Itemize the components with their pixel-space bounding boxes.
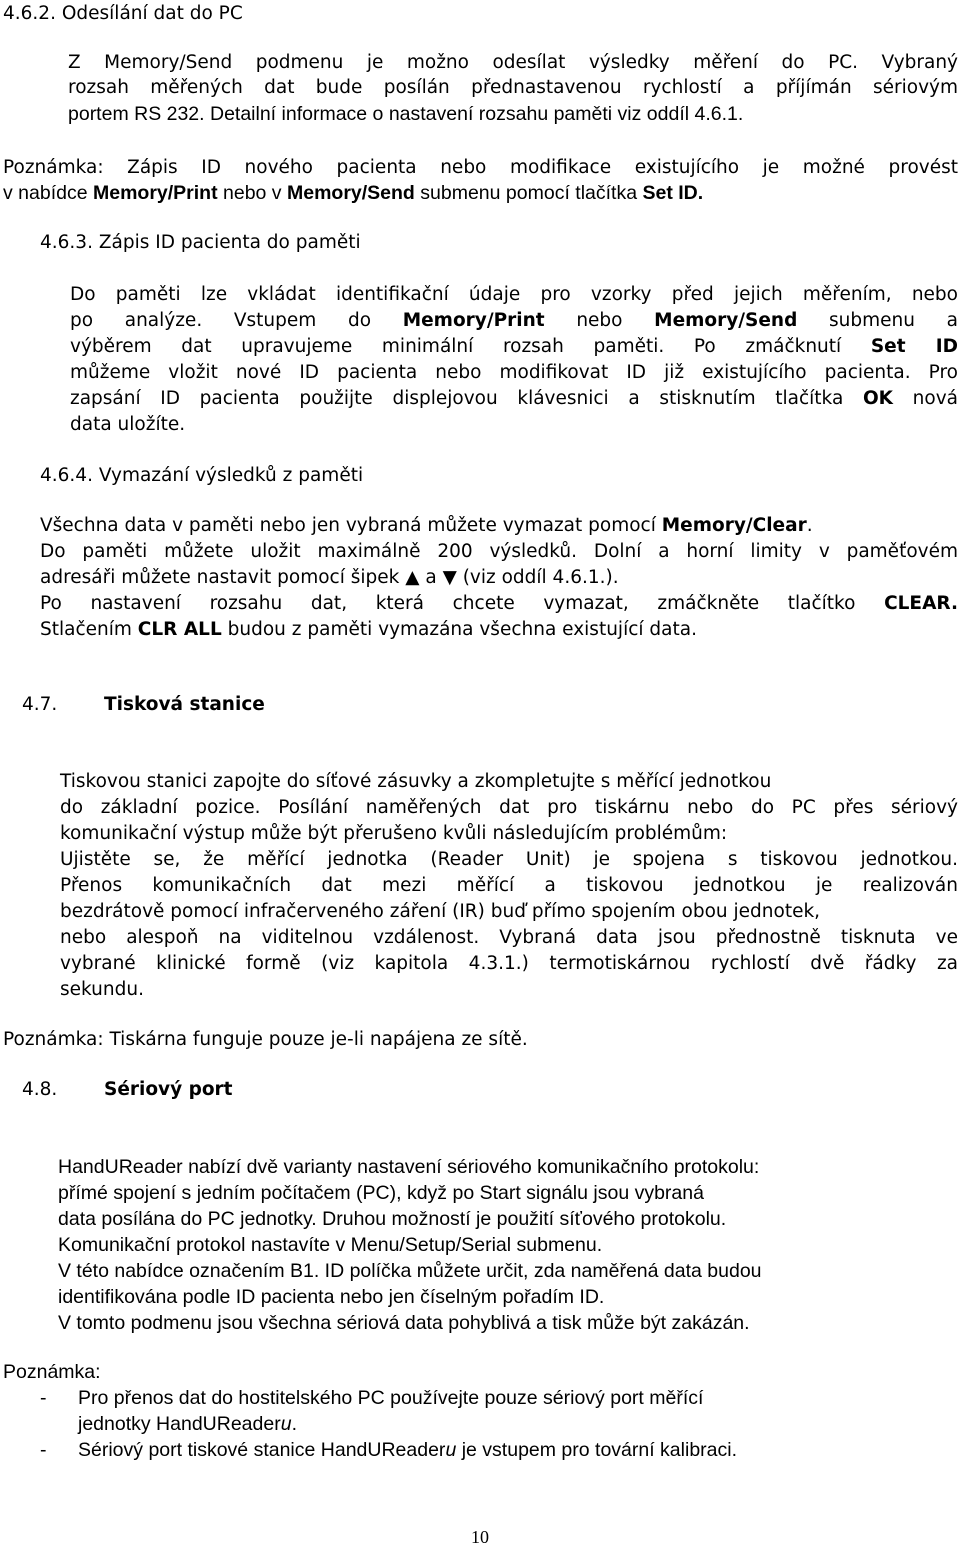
text: (viz oddíl 4.6.1.). [456, 567, 619, 588]
text: adresáři můžete nastavit pomocí šipek [40, 567, 406, 588]
text: zapsání ID pacienta použijte displejovou klávesnici a stisknutím tlačítka [70, 388, 863, 409]
text: jednotky HandUReader [78, 1413, 281, 1435]
paragraph-line [40, 514, 813, 538]
paragraph-line: Přenos komunikačních dat mezi měřící a tiskovou jednotkou je realizován [60, 875, 958, 896]
note-line [3, 181, 703, 205]
text-italic: u [445, 1439, 457, 1461]
text: po analýze. Vstupem do [70, 310, 403, 331]
note-label: Poznámka: [3, 1361, 101, 1383]
section-heading-4-6-3: 4.6.3. Zápis ID pacienta do paměti [40, 232, 361, 253]
paragraph-line: Z Memory/Send podmenu je možno odesílat výsledky měření do PC. Vybraný [68, 52, 958, 73]
note-text: nebo v [217, 182, 287, 204]
text: a [419, 567, 443, 588]
paragraph-line: portem RS 232. Detailní informace o nastavení rozsahu paměti viz oddíl 4.6.1. [68, 103, 744, 125]
section-heading-4-6-2: 4.6.2. Odesílání dat do PC [3, 3, 243, 24]
paragraph-line: rozsah měřených dat bude posílán přednastavenou rychlostí a příjímán sériovým [68, 77, 958, 98]
text: . [806, 515, 813, 536]
menu-ref: Memory/Clear [661, 515, 807, 536]
note-text: submenu pomocí tlačítka [414, 182, 643, 204]
paragraph-line [70, 335, 958, 359]
section-title-4-7: Tisková stanice [104, 694, 265, 715]
arrow-down-icon: ▼ [442, 567, 457, 588]
text: Všechna data v paměti nebo jen vybraná můžete vymazat pomocí [40, 515, 662, 536]
paragraph-line: můžeme vložit nové ID pacienta nebo modifikovat ID již existujícího pacienta. Pro [70, 362, 958, 383]
paragraph-line: data uložíte. [70, 414, 186, 435]
paragraph-line: V tomto podmenu jsou všechna sériová data pohyblivá a tisk může být zakázán. [58, 1312, 750, 1334]
text-italic: u [280, 1413, 292, 1435]
section-heading-4-6-4: 4.6.4. Vymazání výsledků z paměti [40, 465, 364, 486]
note-line: Poznámka: Tiskárna funguje pouze je-li napájena ze sítě. [3, 1029, 528, 1050]
note-text: v nabídce [3, 182, 93, 204]
paragraph-line: data posílána do PC jednotky. Druhou možností je použití síťového protokolu. [58, 1208, 727, 1230]
paragraph-line [70, 387, 958, 411]
menu-ref: Memory/Print [92, 182, 218, 204]
arrow-up-icon: ▲ [405, 567, 420, 588]
paragraph-line: Komunikační protokol nastavíte v Menu/Setup/Serial submenu. [58, 1234, 603, 1256]
note-line: Poznámka: Zápis ID nového pacienta nebo modifikace existujícího je možné provést [3, 157, 958, 178]
menu-ref: Memory/Print [402, 310, 545, 331]
button-ref: Set ID. [642, 182, 704, 204]
bullet-dash: - [40, 1439, 47, 1461]
paragraph-line: V této nabídce označením B1. ID políčka můžete určit, zda naměřená data budou [58, 1260, 762, 1282]
paragraph-line [40, 592, 958, 616]
bullet-dash: - [40, 1387, 47, 1409]
text: nebo [544, 310, 655, 331]
paragraph-line: komunikační výstup může být přerušeno kvůli následujícím problémům: [60, 823, 728, 844]
section-number-4-7: 4.7. [22, 694, 58, 715]
paragraph-line: identifikována podle ID pacienta nebo jen číselným pořadím ID. [58, 1286, 605, 1308]
text: budou z paměti vymazána všechna existující data. [221, 619, 697, 640]
text: Sériový port tiskové stanice HandUReader [78, 1439, 446, 1461]
bullet-text [78, 1438, 737, 1462]
button-ref: OK [862, 388, 894, 409]
paragraph-line: vybrané klinické formě (viz kapitola 4.3.1.) termotiskárnou rychlostí dvě řádky za [60, 953, 958, 974]
bullet-text [78, 1412, 297, 1436]
paragraph-line: bezdrátově pomocí infračerveného záření (IR) buď přímo spojením obou jednotek, [60, 901, 821, 922]
text: submenu a [797, 310, 958, 331]
text: . [291, 1413, 297, 1435]
paragraph-line: sekundu. [60, 979, 144, 1000]
text: nová [893, 388, 959, 409]
paragraph-line: nebo alespoň na viditelnou vzdálenost. Vybraná data jsou přednostně tisknuta ve [60, 927, 958, 948]
text: Stlačením [40, 619, 138, 640]
text: je vstupem pro tovární kalibraci. [456, 1439, 737, 1461]
menu-ref: Memory/Send [286, 182, 415, 204]
section-number-4-8: 4.8. [22, 1079, 58, 1100]
paragraph-line [70, 309, 958, 333]
paragraph-line [40, 566, 619, 590]
section-title-4-8: Sériový port [104, 1079, 233, 1100]
page-number: 10 [471, 1527, 489, 1547]
button-ref: Set ID [870, 336, 958, 357]
paragraph-line: do základní pozice. Posílání naměřených dat pro tiskárnu nebo do PC přes sériový [60, 797, 958, 818]
paragraph-line: Do paměti můžete uložit maximálně 200 výsledků. Dolní a horní limity v paměťovém [40, 541, 958, 562]
bullet-text: Pro přenos dat do hostitelského PC používejte pouze sériový port měřící [78, 1387, 704, 1409]
paragraph-line: Tiskovou stanici zapojte do síťové zásuvky a zkompletujte s měřící jednotkou [60, 771, 772, 792]
paragraph-line: přímé spojení s jedním počítačem (PC), když po Start signálu jsou vybraná [58, 1182, 704, 1204]
text: Po nastavení rozsahu dat, která chcete vymazat, zmáčkněte tlačítko [40, 593, 885, 614]
text: výběrem dat upravujeme minimální rozsah paměti. Po zmáčknutí [70, 336, 871, 357]
button-ref: CLEAR. [884, 593, 958, 614]
menu-ref: Memory/Send [654, 310, 798, 331]
paragraph-line: HandUReader nabízí dvě varianty nastavení sériového komunikačního protokolu: [58, 1156, 760, 1178]
button-ref: CLR ALL [137, 619, 222, 640]
paragraph-line: Ujistěte se, že měřící jednotka (Reader Unit) je spojena s tiskovou jednotkou. [60, 849, 958, 870]
paragraph-line [40, 618, 697, 642]
paragraph-line: Do paměti lze vkládat identifikační údaje pro vzorky před jejich měřením, nebo [70, 284, 958, 305]
